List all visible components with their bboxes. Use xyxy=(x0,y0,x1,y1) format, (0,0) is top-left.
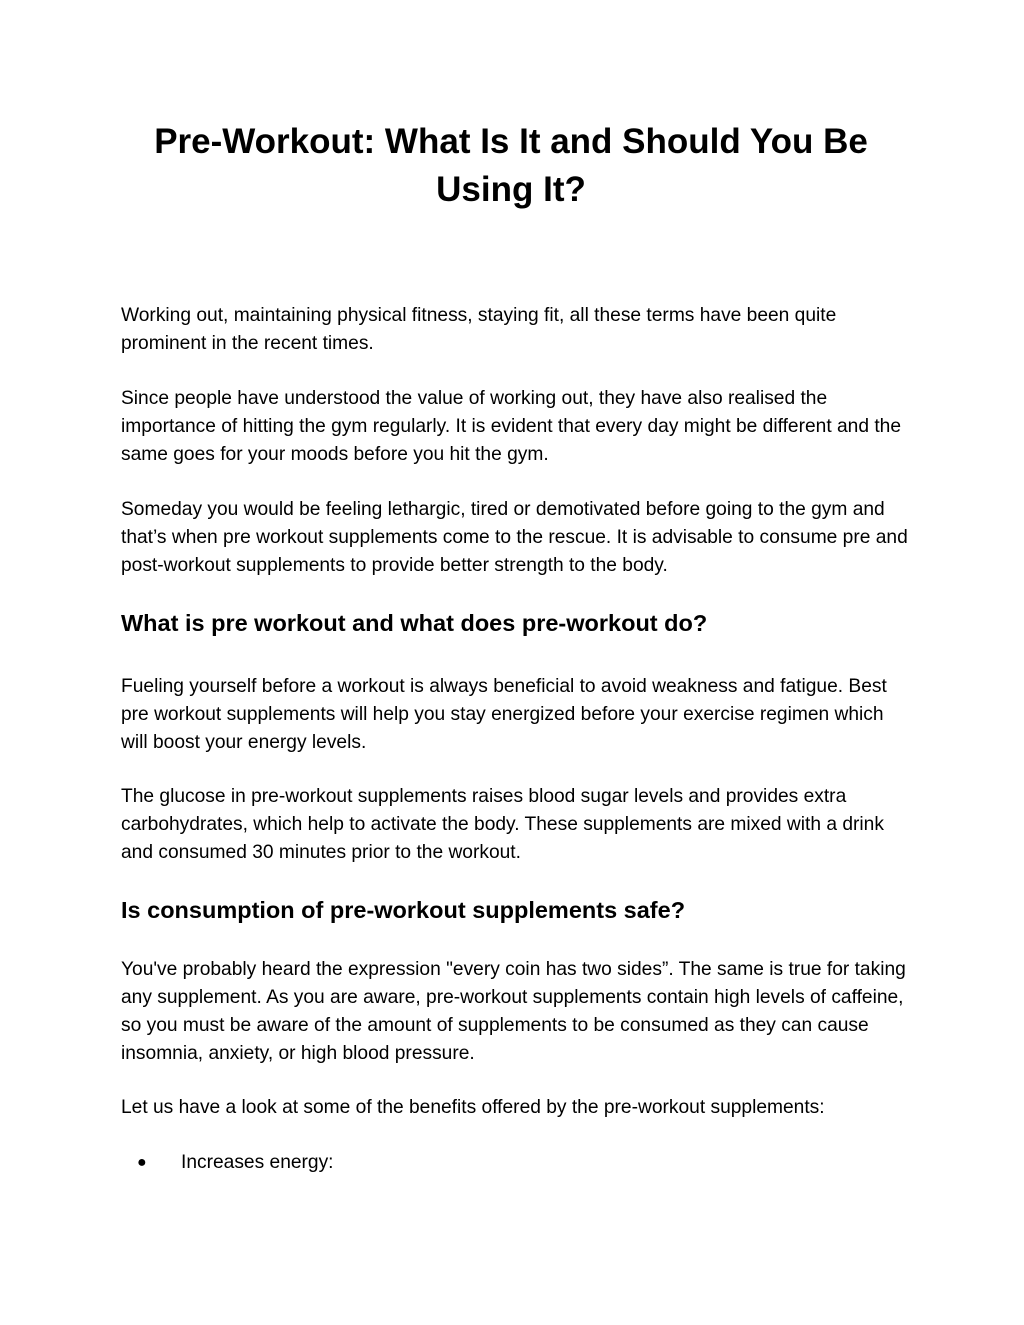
bullet-icon: ● xyxy=(137,1154,147,1171)
section2-paragraph-1: You've probably heard the expression "every coin has two sides”. The same is true for taking any supplement. As you are aware, pre-workout supplements contain high levels of caffeine, so you must be aware of the amount of supplements to be consumed as they can cause insomnia, anxiety, or high blood pressure. xyxy=(121,959,906,1064)
section1-paragraph-1: Fueling yourself before a workout is always beneficial to avoid weakness and fatigue. Best pre workout supplements will help you stay energized before your exercise regimen which will boost your energy levels. xyxy=(121,676,887,753)
list-item xyxy=(121,1149,334,1177)
benefits-list xyxy=(121,1149,334,1177)
section2-paragraph-2: Let us have a look at some of the benefits offered by the pre-workout supplements: xyxy=(121,1097,825,1118)
section1-paragraph-2: The glucose in pre-workout supplements raises blood sugar levels and provides extra carbohydrates, which help to activate the body. These supplements are mixed with a drink and consumed 30 minutes prior to the workout. xyxy=(121,786,884,863)
intro-paragraph-2: Since people have understood the value of working out, they have also realised the importance of hitting the gym regularly. It is evident that every day might be different and the same goes for your moods before you hit the gym. xyxy=(121,388,902,465)
section-heading-is-it-safe: Is consumption of pre-workout supplements safe? xyxy=(121,897,686,923)
list-item-text: Increases energy: xyxy=(181,1152,334,1173)
document-title: Pre-Workout: What Is It and Should You Be Using It? xyxy=(154,122,868,209)
intro-paragraph-1: Working out, maintaining physical fitness, staying fit, all these terms have been quite prominent in the recent times. xyxy=(121,305,837,354)
section-heading-what-is-pre-workout: What is pre workout and what does pre-workout do? xyxy=(121,610,708,636)
intro-paragraph-3: Someday you would be feeling lethargic, tired or demotivated before going to the gym and that’s when pre workout supplements come to the rescue. It is advisable to consume pre and post-workout supplements to provide better strength to the body. xyxy=(121,499,908,576)
